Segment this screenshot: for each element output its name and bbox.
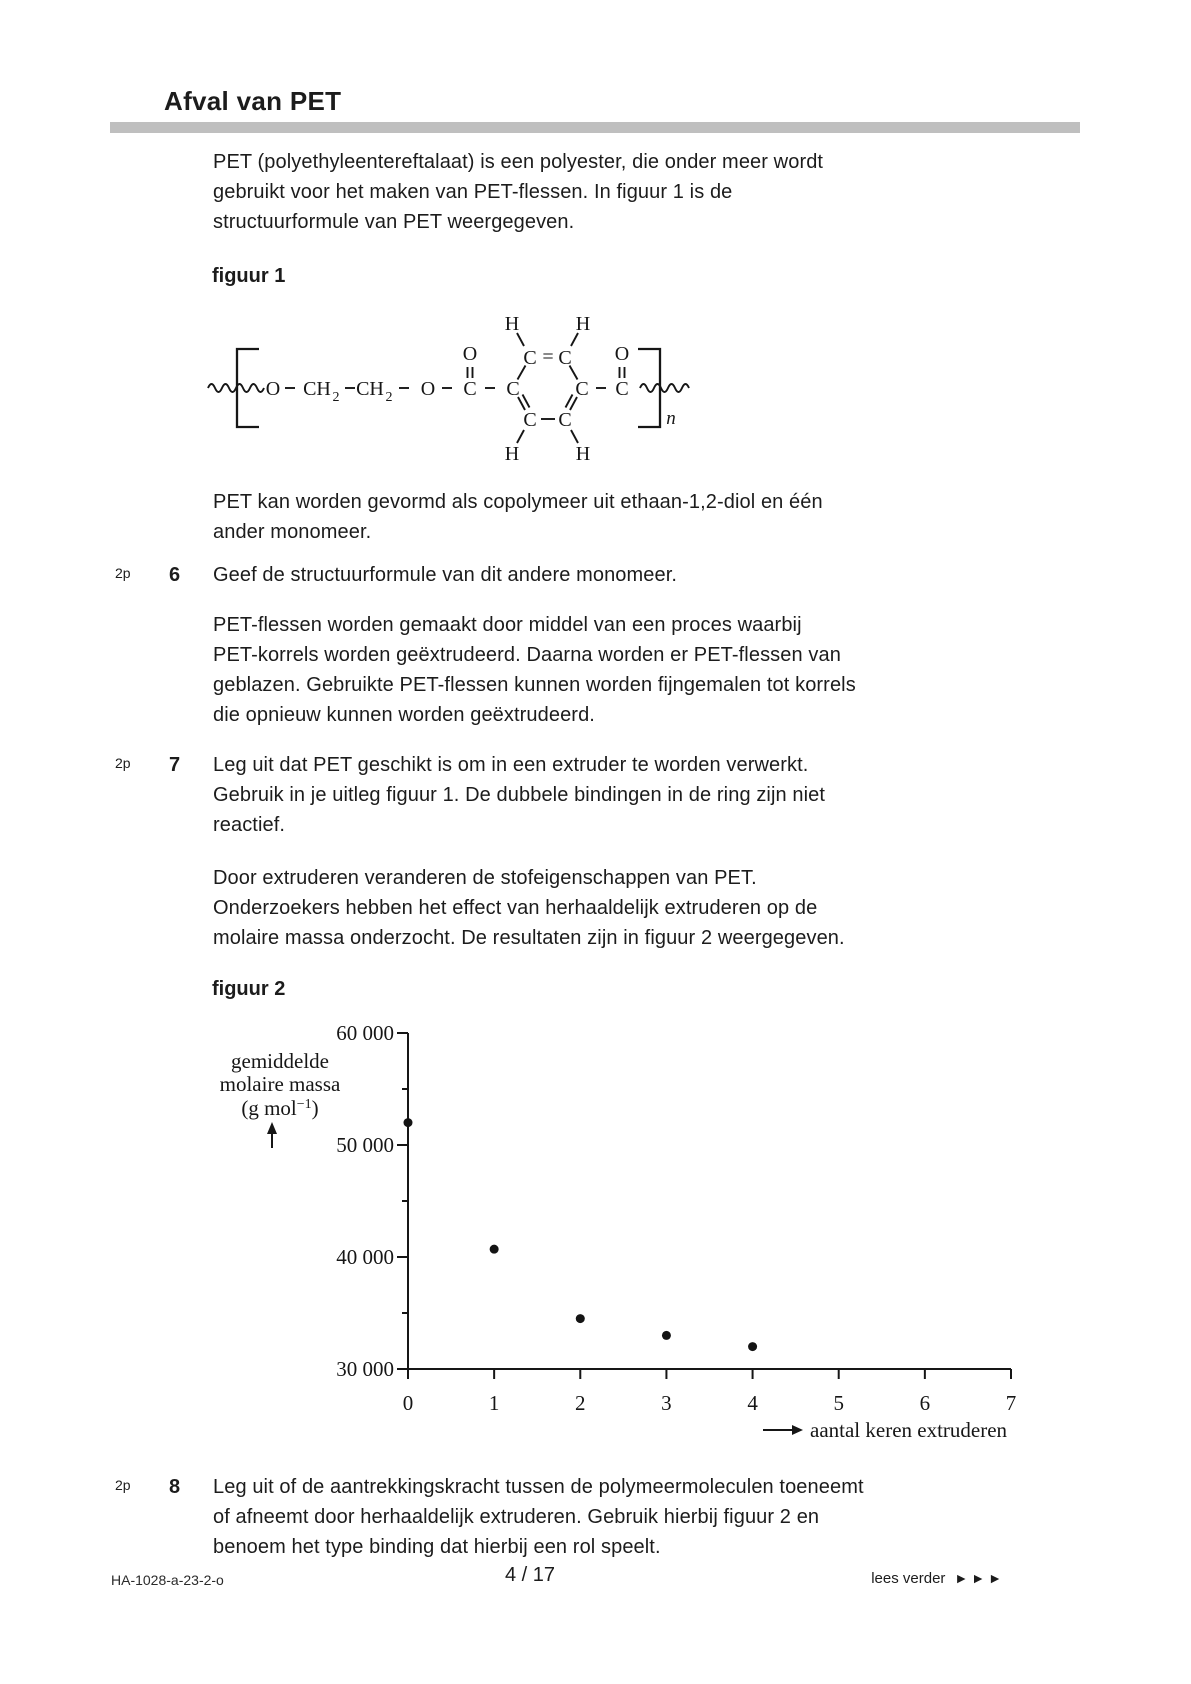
atom-oxygen: O [614,343,630,365]
intro-paragraph: PET (polyethyleentereftalaat) is een polyester, die onder meer wordt gebruikt voor het maken van PET-flessen. In figuur 1 is de structuurformule van PET weergegeven. [213,151,824,233]
atom-ch2-group: CH [303,378,331,400]
atom-oxygen: O [420,378,436,400]
chart-canvas [336,1021,1016,1415]
x-tick-label: 0 [402,1391,414,1415]
bond-line [571,430,578,443]
x-tick-label: 3 [661,1391,672,1415]
y-tick-label: 30 000 [336,1357,394,1381]
atom-subscript: 2 [332,390,340,405]
figure2-chart [200,1020,1060,1450]
x-tick-label: 1 [488,1391,500,1415]
repeat-index-n: n [666,408,676,429]
figure2-heading: figuur 2 [212,978,286,1000]
x-tick-label: 4 [747,1391,758,1415]
question-number: 7 [169,754,181,776]
question-text: Leg uit of de aantrekkingskracht tussen de polymeermoleculen toeneemt of afneemt door herhaaldelijk extruderen. Gebruik hierbij figuur 2 en benoem het type binding dat hierbij een rol speelt. [213,1476,864,1558]
atom-hydrogen: H [504,313,520,335]
x-tick-label: 5 [833,1391,844,1415]
extruderen-paragraph: Door extruderen veranderen de stofeigenschappen van PET. Onderzoekers hebben het effect van herhaaldelijk extruderen op de molaire massa onderzocht. De resultaten zijn in figuur 2 weergegeven. [213,867,845,949]
chain-wavy-line-right [640,384,689,392]
atom-oxygen: O [462,343,478,365]
question-number: 8 [169,1476,181,1498]
right-arrow-icon [763,1425,803,1435]
x-tick-label: 2 [575,1391,586,1415]
up-arrow-icon [267,1122,277,1148]
atom-carbon: C [506,378,520,400]
y-axis-title-line2: molaire massa [219,1072,341,1096]
question-points: 2p [115,565,131,581]
atom-carbon: C [558,409,572,431]
x-tick-label: 7 [1005,1391,1017,1415]
bond-line [517,430,524,443]
atom-oxygen: O [265,378,281,400]
atom-carbon: C [523,347,537,369]
figure1-heading: figuur 1 [212,265,286,287]
question-8 [115,1472,864,1562]
y-tick-label: 50 000 [336,1133,394,1157]
data-point [404,1118,413,1127]
atom-carbon: C [615,378,629,400]
title-rule [110,122,1080,133]
question-points: 2p [115,755,131,771]
question-number: 6 [169,564,181,586]
continue-label: lees verder [871,1570,946,1587]
y-tick-label: 60 000 [336,1021,394,1045]
document-code: HA-1028-a-23-2-o [111,1572,224,1588]
flessen-paragraph: PET-flessen worden gemaakt door middel van een proces waarbij PET-korrels worden geëxtrudeerd. Daarna worden er PET-flessen van geblazen. Gebruikte PET-flessen kunnen worden fijngemalen tot korrels die opnieuw kunnen worden geëxtrudeerd. [213,614,856,726]
x-axis-title: aantal keren extruderen [810,1418,1008,1442]
page-title: Afval van PET [164,86,342,116]
question-points: 2p [115,1477,131,1493]
atom-hydrogen: H [504,443,520,465]
page-number: 4 / 17 [504,1564,556,1586]
continue-note [871,1570,1005,1587]
data-point [576,1314,585,1323]
atom-subscript: 2 [385,390,393,405]
atom-carbon: C [575,378,589,400]
question-6 [115,560,677,590]
y-tick-label: 40 000 [336,1245,394,1269]
y-axis-unit: (g mol$^{-1}$) [241,1096,319,1120]
atom-carbon: C [558,347,572,369]
atom-hydrogen: H [575,443,591,465]
data-point [662,1331,671,1340]
repeat-bracket-left [237,349,259,427]
question-text: Geef de structuurformule van dit andere monomeer. [213,564,678,586]
repeat-bracket-right [638,349,660,427]
x-tick-label: 6 [919,1391,931,1415]
atom-carbon: C [523,409,537,431]
atom-ch2-group: CH [356,378,384,400]
copolymer-paragraph: PET kan worden gevormd als copolymeer uit ethaan-1,2-diol en één ander monomeer. [213,491,823,543]
atom-hydrogen: H [575,313,591,335]
data-point [490,1245,499,1254]
double-bond-symbol: = [542,346,554,368]
question-7 [115,750,825,840]
atom-carbon: C [463,378,477,400]
data-point [748,1342,757,1351]
question-text: Leg uit dat PET geschikt is om in een extruder te worden verwerkt. Gebruik in je uitleg figuur 1. De dubbele bindingen in de ring zijn niet reactief. [213,754,826,836]
y-axis-title-line1: gemiddelde [231,1049,329,1073]
continue-arrows-icon: ►►► [954,1570,1005,1586]
figure1-structure [200,300,700,475]
